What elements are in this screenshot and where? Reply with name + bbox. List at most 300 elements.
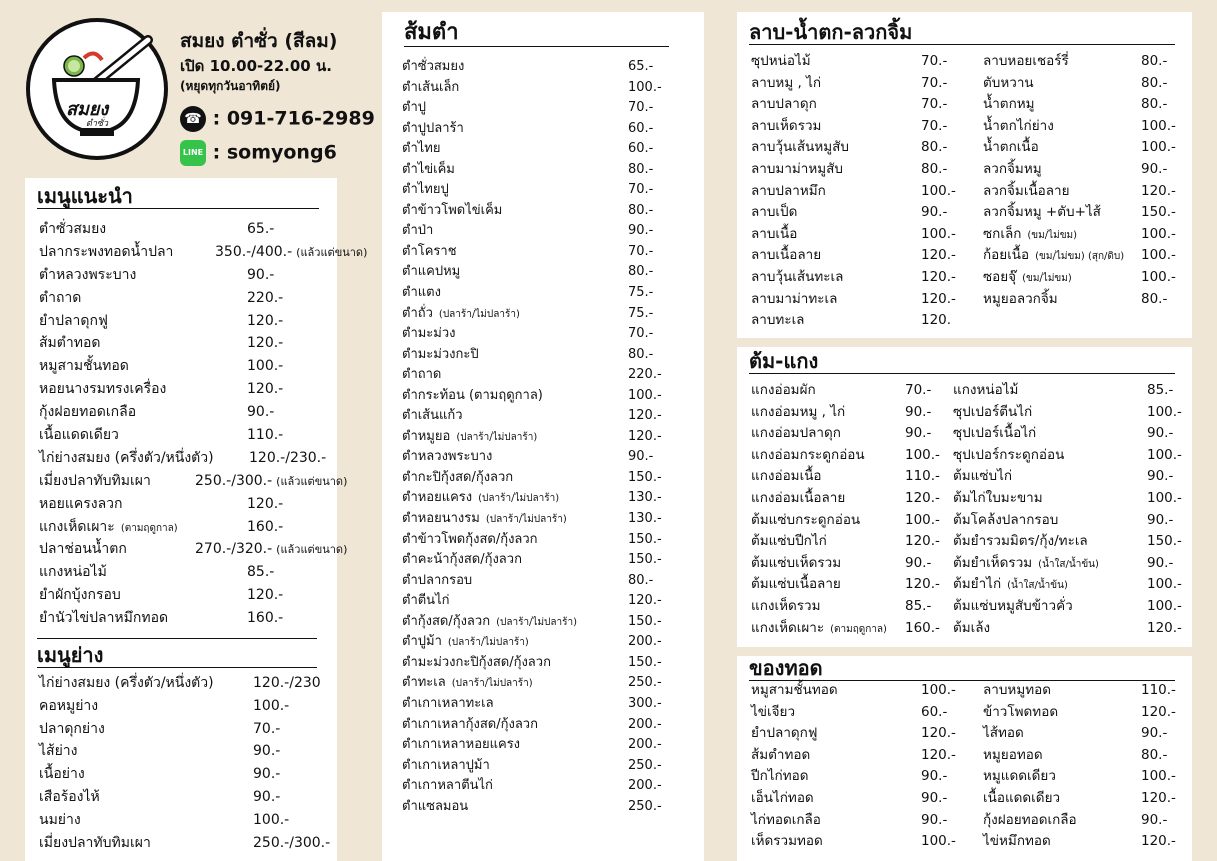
menu-item-price	[247, 424, 283, 447]
fried-title: ของทอด	[749, 656, 823, 680]
menu-item-price	[1141, 73, 1167, 95]
menu-item-price	[1147, 423, 1173, 445]
menu-item-name-text: แกงอ่อมกระดูกอ่อน	[751, 446, 865, 463]
menu-item-price-text: 85.-	[905, 597, 932, 614]
menu-item-name-text: ตำถาด	[39, 289, 82, 306]
menu-item-name	[402, 119, 464, 140]
menu-item-price	[1141, 181, 1176, 203]
menu-item-price	[1147, 596, 1182, 618]
menu-item-price	[628, 221, 653, 242]
menu-item-price-text: 200.-	[628, 778, 662, 794]
menu-item-name-text: แกงอ่อมผัก	[751, 382, 816, 398]
menu-item-name	[953, 574, 1068, 597]
menu-item-price	[628, 530, 662, 551]
logo	[26, 18, 168, 160]
menu-item-price-text: 160.-	[247, 518, 284, 535]
menu-item-name	[402, 365, 441, 386]
menu-item-name-text: ตับหวาน	[983, 74, 1034, 91]
menu-item-price	[921, 702, 947, 724]
menu-item-name-text: หอยนางรมทรงเครื่อง	[39, 381, 167, 398]
menu-item	[983, 224, 1188, 246]
shop-name: สมยง ตำซั่ว (สีลม)	[180, 30, 338, 52]
menu-item	[953, 618, 1188, 640]
menu-item-name	[402, 98, 426, 119]
menu-item	[402, 797, 692, 818]
menu-item-name-text: ต้มแซ่บหมูสับข้าวคั่ว	[953, 597, 1073, 614]
menu-item-price	[905, 402, 931, 424]
menu-item-name-text: ต้มเล้ง	[953, 619, 991, 636]
menu-item-price	[628, 488, 662, 509]
menu-item-price-text: 90.-	[921, 204, 948, 221]
menu-item	[751, 181, 971, 203]
menu-item	[402, 57, 692, 78]
menu-item-name-text: เนื้อแดดเดียว	[39, 427, 119, 444]
menu-item-price	[628, 139, 653, 160]
menu-item	[751, 423, 961, 445]
menu-item-price	[628, 57, 653, 78]
menu-item-name	[402, 447, 492, 468]
menu-item-name	[983, 137, 1039, 159]
menu-item-name-text: ตำซั่วสมยง	[39, 221, 107, 237]
menu-item	[39, 516, 339, 539]
menu-item-name	[402, 591, 449, 612]
menu-item-price-text: 120.-	[247, 312, 284, 329]
menu-item-price	[247, 287, 283, 310]
menu-item-price-text: 250.-/300.-	[253, 834, 331, 851]
menu-item-price-text: 120.-	[1147, 619, 1182, 636]
menu-item	[402, 468, 692, 489]
menu-item-name	[39, 809, 81, 832]
menu-item-name	[953, 380, 1018, 402]
menu-item-name-text: เห็ดรวมทอด	[751, 833, 823, 850]
menu-item-name-note: (น้ำใส/น้ำข้น)	[1007, 580, 1068, 592]
menu-item-price	[1141, 680, 1176, 702]
menu-item-price	[921, 137, 947, 159]
menu-item-price-text: 80.-	[921, 139, 948, 156]
menu-item-price-text: 160.-	[905, 619, 940, 636]
menu-item	[983, 289, 1188, 311]
menu-item-price-text: 120.-	[247, 335, 284, 352]
menu-item-price	[921, 224, 956, 246]
menu-item-name	[751, 702, 795, 724]
menu-item-price-text: 120.-	[921, 725, 956, 742]
menu-item-price	[253, 786, 280, 809]
menu-item-price-text: 120.-	[921, 290, 956, 307]
menu-item	[402, 488, 692, 509]
menu-item-name	[983, 224, 1077, 247]
menu-item-price-text: 120.	[921, 312, 952, 329]
menu-item-name-text: แกงเห็ดรวม	[751, 597, 821, 614]
menu-item-price	[905, 380, 931, 402]
menu-item-price-text: 70.-	[921, 96, 948, 113]
menu-item	[751, 289, 971, 311]
menu-item	[751, 831, 971, 853]
menu-item-name-text: ลาบทะเล	[751, 312, 805, 329]
menu-item-price-text: 90.-	[905, 425, 932, 442]
menu-item-name-text: ตำหอยแครง	[402, 490, 473, 506]
menu-item	[39, 424, 339, 447]
menu-item	[751, 159, 971, 181]
menu-item-name-text: หมูยอทอด	[983, 746, 1043, 763]
menu-item-price-text: 100.-	[1141, 139, 1176, 156]
menu-item-name-text: ตำหลวงพระบาง	[39, 266, 137, 283]
menu-item-name-note: (ตามฤดูกาล)	[830, 623, 887, 635]
menu-item	[402, 632, 692, 653]
menu-item-name-text: ปีกไก่ทอด	[751, 768, 809, 785]
menu-item-name-note: (ขม/ไม่ขม)	[1027, 229, 1078, 241]
menu-item	[983, 202, 1188, 224]
menu-item-name	[953, 423, 1036, 445]
menu-item	[402, 180, 692, 201]
menu-item	[983, 73, 1188, 95]
menu-item	[953, 423, 1188, 445]
menu-item-name	[751, 510, 860, 532]
menu-item-name	[983, 245, 1124, 268]
menu-item-name	[751, 137, 849, 159]
menu-item	[953, 466, 1188, 488]
menu-item-price-text: 80.-	[628, 161, 654, 177]
menu-item	[39, 378, 339, 401]
menu-item-name	[402, 345, 479, 366]
menu-item-name	[751, 116, 821, 138]
menu-item-price-text: 90.-	[905, 403, 932, 420]
menu-item	[402, 530, 692, 551]
menu-item-price	[215, 241, 367, 265]
menu-item-name-text: กุ้งฝอยทอดเกลือ	[983, 811, 1077, 828]
phone-line[interactable]	[180, 106, 375, 132]
menu-item-name	[983, 181, 1070, 203]
menu-item	[751, 488, 961, 510]
menu-item-name-text: ต้มโคล้งปลากรอบ	[953, 511, 1059, 528]
menu-item-name-text: ตำปูปลาร้า	[402, 120, 464, 136]
menu-item-name-text: ตำโคราช	[402, 243, 457, 259]
tomgaeng-list-right	[953, 380, 1188, 639]
menu-item-price-text: 150.-	[628, 469, 662, 485]
menu-item-price	[1147, 466, 1173, 488]
menu-item-name	[751, 531, 827, 553]
menu-item	[983, 267, 1188, 289]
menu-item-price-text: 100.-	[1147, 576, 1182, 593]
menu-item-price-text: 70.-	[921, 53, 948, 69]
menu-item	[39, 538, 348, 561]
menu-item-name	[402, 756, 490, 777]
menu-item-price	[905, 553, 931, 575]
menu-item	[751, 766, 971, 788]
menu-item-price-text: 90.-	[1141, 160, 1168, 177]
menu-item	[402, 160, 692, 181]
menu-item	[402, 201, 692, 222]
menu-item	[39, 584, 339, 607]
menu-item-name-text: น้ำตกไก่ย่าง	[983, 117, 1054, 134]
menu-item-name-text: ส้มตำทอด	[39, 335, 101, 352]
menu-item-name	[983, 788, 1060, 810]
menu-item-name-text: ลาบเนื้อลาย	[751, 247, 822, 264]
menu-item-name	[751, 402, 845, 424]
menu-item-price	[628, 242, 653, 263]
menu-item-price	[628, 468, 662, 489]
menu-item-price-text: 100.-	[1147, 597, 1182, 614]
menu-item-price	[247, 561, 274, 584]
menu-item-price	[628, 632, 662, 653]
menu-item	[39, 332, 339, 355]
menu-item-price	[1141, 267, 1176, 289]
menu-item-name	[402, 57, 464, 78]
menu-item-price-text: 110.-	[247, 427, 284, 444]
menu-item	[751, 267, 971, 289]
menu-item-name	[751, 94, 817, 116]
menu-item-name	[751, 224, 797, 246]
menu-item	[402, 612, 692, 633]
menu-item-name-note: (ตามฤดูกาล)	[120, 522, 178, 534]
menu-item-price	[628, 98, 653, 119]
menu-item-name-text: ตำเกาเหลาปูม้า	[402, 757, 490, 773]
menu-item-name-text: ซอยจุ๊	[983, 268, 1017, 285]
larb-panel	[737, 12, 1192, 338]
menu-item-name	[953, 466, 1012, 488]
menu-item-name	[402, 386, 543, 407]
menu-item	[39, 672, 339, 695]
menu-item-name-text: หมูสามชั้นทอด	[39, 358, 129, 375]
menu-item	[402, 365, 692, 386]
menu-item	[39, 718, 339, 741]
menu-item-name-text: นมย่าง	[39, 811, 81, 828]
menu-item-name	[402, 776, 493, 797]
menu-item-price	[921, 788, 947, 810]
menu-item-name	[751, 289, 837, 311]
menu-item-name	[402, 632, 529, 654]
menu-item-price-text: 100.-	[1147, 489, 1182, 506]
menu-item-name	[402, 735, 520, 756]
menu-item-name-note: (ปลาร้า/ไม่ปลาร้า)	[451, 678, 533, 690]
menu-item-price-text: 270.-/320.-	[195, 541, 273, 558]
line-id-line[interactable]	[180, 140, 337, 166]
menu-item-name	[751, 810, 821, 832]
menu-item-name-text: เอ็นไก่ทอด	[751, 789, 814, 806]
menu-item-name-text: ลาบหอยเชอร์รี่	[983, 53, 1069, 69]
menu-item-name-text: ตำไทยปู	[402, 182, 449, 198]
menu-item-name	[751, 723, 817, 745]
menu-item-name-text: เสือร้องไห้	[39, 788, 100, 805]
menu-item	[953, 445, 1188, 467]
menu-item-name-text: ตำปู	[402, 100, 426, 116]
menu-item-price	[247, 607, 283, 630]
menu-item-price	[1141, 159, 1167, 181]
menu-item	[39, 447, 339, 470]
menu-item-name-text: ตำปลากรอบ	[402, 572, 473, 588]
menu-item-price-text: 150.-	[1147, 533, 1182, 550]
menu-item-price	[628, 591, 662, 612]
menu-item-price	[628, 612, 662, 633]
menu-item-name	[751, 466, 822, 488]
menu-item	[39, 241, 368, 264]
menu-item-name-text: ต้มยำเห็ดรวม	[953, 554, 1033, 571]
menu-item-price	[905, 531, 940, 553]
menu-item-price-text: 150.-	[628, 654, 662, 670]
menu-item-name	[402, 715, 538, 736]
menu-item-name	[953, 510, 1058, 532]
menu-item-name-text: เมี่ยงปลาทับทิมเผา	[39, 472, 151, 489]
menu-item-price-text: 90.-	[1147, 425, 1174, 442]
menu-item	[402, 345, 692, 366]
menu-item-price	[921, 680, 956, 702]
menu-item	[402, 98, 692, 119]
menu-item-price	[628, 797, 662, 818]
somtam-title: ส้มตำ	[404, 20, 459, 45]
menu-item-name-text: ต้มยำรวมมิตร/กุ้ง/ทะเล	[953, 533, 1088, 550]
menu-item-name-text: ลาบมาม่าหมูสับ	[751, 160, 843, 177]
menu-item-name	[39, 287, 81, 310]
menu-item-price-text: 90.-	[1141, 725, 1168, 742]
menu-item-name	[751, 445, 865, 467]
menu-item-price-text: 90.-	[1147, 511, 1174, 528]
menu-item-name	[983, 159, 1042, 181]
larb-list-left	[751, 51, 971, 332]
menu-item-price-text: 120.-	[628, 428, 662, 444]
menu-item-price	[628, 427, 662, 448]
menu-item-price-text: 200.-	[628, 737, 662, 753]
menu-item-name-text: ลาบปลาหมึก	[751, 182, 826, 199]
menu-item-name-text: หมูแดดเดียว	[983, 768, 1056, 785]
menu-item	[402, 304, 692, 325]
title-divider	[749, 373, 1175, 374]
menu-item-price	[1147, 510, 1173, 532]
menu-item-price-text: 220.-	[628, 367, 662, 383]
menu-item-name-text: หมูยอลวกจิ้ม	[983, 290, 1058, 307]
menu-item-price-text: 100.-	[1141, 268, 1176, 285]
menu-item-name	[39, 695, 98, 718]
menu-item-price-text: 75.-	[628, 285, 654, 301]
menu-item-price	[628, 78, 662, 99]
line-id: : somyong6	[212, 141, 337, 164]
menu-item	[402, 386, 692, 407]
menu-item-price	[1141, 116, 1176, 138]
menu-item	[953, 380, 1188, 402]
menu-item	[751, 310, 971, 332]
menu-item-price	[247, 218, 274, 241]
menu-item-price	[247, 493, 283, 516]
menu-item-price-text: 250.-	[628, 798, 662, 814]
menu-item-price-text: 60.-	[628, 120, 654, 136]
menu-item-name-text: เนื้อแดดเดียว	[983, 789, 1061, 806]
menu-item-name	[402, 160, 455, 181]
menu-item-name-text: ข้าวโพดทอด	[983, 703, 1059, 720]
menu-item-price-text: 75.-	[628, 305, 654, 321]
menu-item-name-text: ตำมะม่วงกะปิ	[402, 346, 479, 362]
menu-item	[402, 242, 692, 263]
menu-item	[953, 574, 1188, 596]
menu-item	[402, 324, 692, 345]
menu-item-price-text: 100.-	[921, 182, 956, 199]
menu-item-name-text: ไก่ย่างสมยง (ครึ่งตัว/หนึ่งตัว)	[39, 675, 214, 691]
title-divider	[749, 44, 1175, 45]
menu-item	[953, 510, 1188, 532]
menu-item-price-note: (แล้วแต่ขนาด)	[276, 543, 348, 557]
menu-item-price	[921, 116, 947, 138]
menu-item-price-text: 220.-	[247, 289, 284, 306]
menu-item-name-text: ไก่ทอดเกลือ	[751, 811, 821, 828]
phone-icon: ☎	[180, 106, 206, 132]
menu-item-name	[402, 427, 537, 449]
menu-item-price	[247, 332, 283, 355]
menu-item-name	[402, 694, 494, 715]
menu-item	[39, 264, 339, 287]
menu-item	[983, 723, 1188, 745]
menu-item-name	[39, 264, 136, 287]
menu-item-price-text: 90.-	[1141, 811, 1168, 828]
menu-item-name-text: ลาบวุ้นเส้นทะเล	[751, 268, 844, 285]
menu-item-price	[921, 267, 956, 289]
menu-item-name-text: ต้มไก่ใบมะขาม	[953, 489, 1043, 506]
menu-item-price-text: 90.-	[628, 223, 654, 239]
menu-item-price	[1147, 574, 1182, 596]
line-app-icon: LINE	[180, 140, 206, 166]
menu-item-name	[983, 51, 1069, 73]
menu-item-price-text: 100.-	[1147, 446, 1182, 463]
menu-item-price-text: 100.-	[253, 811, 290, 828]
menu-item-price	[921, 766, 947, 788]
menu-item-price	[1141, 202, 1176, 224]
menu-item-price	[253, 672, 321, 695]
menu-item-price	[921, 73, 947, 95]
menu-item-name	[751, 245, 821, 267]
menu-item-name	[983, 202, 1101, 224]
menu-item-name-text: ลาบมาม่าทะเล	[751, 290, 838, 307]
menu-item-price	[628, 571, 653, 592]
menu-item	[751, 51, 971, 73]
menu-item	[751, 596, 961, 618]
menu-item-name-text: แกงอ่อมเนื้อ	[751, 468, 822, 485]
menu-item-price	[253, 718, 280, 741]
menu-item-price	[921, 181, 956, 203]
menu-item-name-note: (ขม/ไม่ขม) (สุก/ดิบ)	[1035, 251, 1125, 263]
menu-item-price-text: 90.-	[253, 766, 281, 783]
menu-item-price-text: 120.-	[247, 381, 284, 398]
menu-item-price	[628, 509, 662, 530]
menu-item-price-text: 120.-	[921, 247, 956, 264]
menu-item-name-text: ส้มตำทอด	[751, 746, 811, 763]
menu-item-name	[751, 788, 814, 810]
menu-item	[39, 470, 348, 493]
menu-item-name-note: (ปลาร้า/ไม่ปลาร้า)	[485, 514, 567, 526]
menu-item-name-text: ปลาช่อนน้ำตก	[39, 541, 127, 558]
menu-item-price-text: 350.-/400.-	[215, 243, 293, 260]
menu-item-name-text: ไส้ทอด	[983, 725, 1024, 742]
title-divider	[404, 46, 669, 47]
menu-item	[751, 94, 971, 116]
menu-item-name-text: ปลากระพงทอดน้ำปลา	[39, 243, 174, 260]
menu-item-name-text: ต้มแซ่บปีกไก่	[751, 533, 827, 550]
menu-item	[751, 466, 961, 488]
menu-item-price-text: 70.-	[628, 182, 654, 198]
menu-item-price-text: 70.-	[921, 74, 948, 91]
menu-item-price-text: 70.-	[628, 326, 654, 342]
menu-item-name-text: น้ำตกเนื้อ	[983, 139, 1039, 156]
menu-item	[751, 618, 961, 640]
menu-item-price	[628, 715, 662, 736]
menu-item-name-text: ตำถาด	[402, 367, 442, 383]
menu-item-name-text: ตำคะน้ากุ้งสด/กุ้งลวก	[402, 552, 522, 568]
menu-item-price-text: 100.-	[905, 446, 940, 463]
menu-item-price	[247, 378, 283, 401]
menu-item-name	[751, 618, 887, 641]
menu-item-price	[253, 740, 280, 763]
menu-item-name-text: ซุปเปอร์เนื้อไก่	[953, 425, 1037, 442]
menu-item-name-text: ยำปลาดุกฟู	[751, 725, 818, 742]
menu-item-price	[921, 51, 947, 73]
menu-item	[953, 531, 1188, 553]
menu-item	[39, 493, 339, 516]
menu-item-name	[983, 94, 1035, 116]
